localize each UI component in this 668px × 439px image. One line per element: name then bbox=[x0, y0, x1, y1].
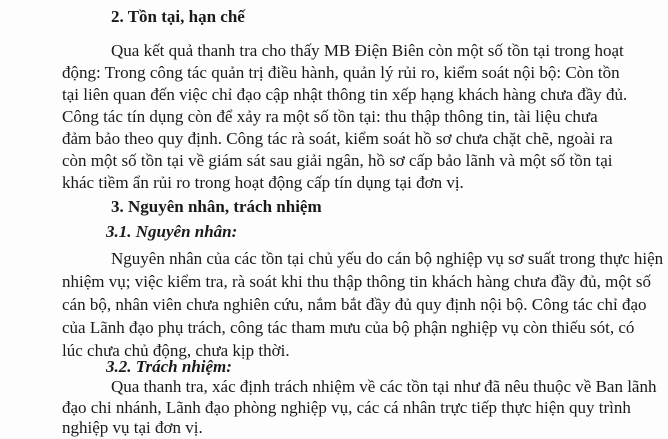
section-3-1-line-3: cán bộ, nhân viên chưa nghiên cứu, nắm bắt đầy đủ quy định nội bộ. Công tác chỉ đạo bbox=[62, 295, 647, 314]
section-2-line-1: Qua kết quả thanh tra cho thấy MB Điện Biên còn một số tồn tại trong hoạt bbox=[111, 41, 624, 60]
section-3-2-heading: 3.2. Trách nhiệm: bbox=[106, 357, 232, 376]
section-2-line-6: còn một số tồn tại về giám sát sau giải ngân, hồ sơ cấp bảo lãnh và một số tồn tại bbox=[62, 151, 613, 170]
section-3-1-line-4: của Lãnh đạo phụ trách, công tác tham mưu của bộ phận nghiệp vụ còn thiếu sót, có bbox=[62, 318, 635, 337]
section-2-line-4: Công tác tín dụng còn để xảy ra một số tồn tại: thu thập thông tin, tài liệu chưa bbox=[62, 107, 598, 126]
section-3-heading: 3. Nguyên nhân, trách nhiệm bbox=[111, 197, 322, 216]
section-3-2-line-3: nghiệp vụ tại đơn vị. bbox=[62, 418, 203, 437]
section-3-1-line-2: nhiệm vụ; việc kiểm tra, rà soát khi thu thập thông tin khách hàng chưa đầy đủ, một số bbox=[62, 272, 651, 291]
section-3-1-heading: 3.1. Nguyên nhân: bbox=[106, 222, 238, 241]
section-3-1-line-5: lúc chưa chủ động, chưa kịp thời. bbox=[62, 341, 290, 360]
section-3-2-line-1: Qua thanh tra, xác định trách nhiệm về các tồn tại như đã nêu thuộc về Ban lãnh bbox=[111, 377, 657, 396]
section-3-1-line-1: Nguyên nhân của các tồn tại chủ yếu do cán bộ nghiệp vụ sơ suất trong thực hiện bbox=[111, 249, 664, 268]
section-2-line-2: động: Trong công tác quản trị điều hành, quản lý rủi ro, kiểm soát nội bộ: Còn tồn bbox=[62, 63, 620, 82]
section-2-line-7: khác tiềm ẩn rủi ro trong hoạt động cấp tín dụng tại đơn vị. bbox=[62, 173, 464, 192]
section-2-line-5: đảm bảo theo quy định. Công tác rà soát, kiểm soát hồ sơ chưa chặt chẽ, ngoài ra bbox=[62, 129, 613, 148]
section-2-line-3: tại liên quan đến việc chỉ đạo cập nhật thông tin xếp hạng khách hàng chưa đầy đủ. bbox=[62, 85, 628, 104]
section-3-2-line-2: đạo chi nhánh, Lãnh đạo phòng nghiệp vụ, các cá nhân trực tiếp thực hiện quy trình bbox=[62, 398, 631, 417]
section-2-heading: 2. Tồn tại, hạn chế bbox=[111, 7, 245, 26]
